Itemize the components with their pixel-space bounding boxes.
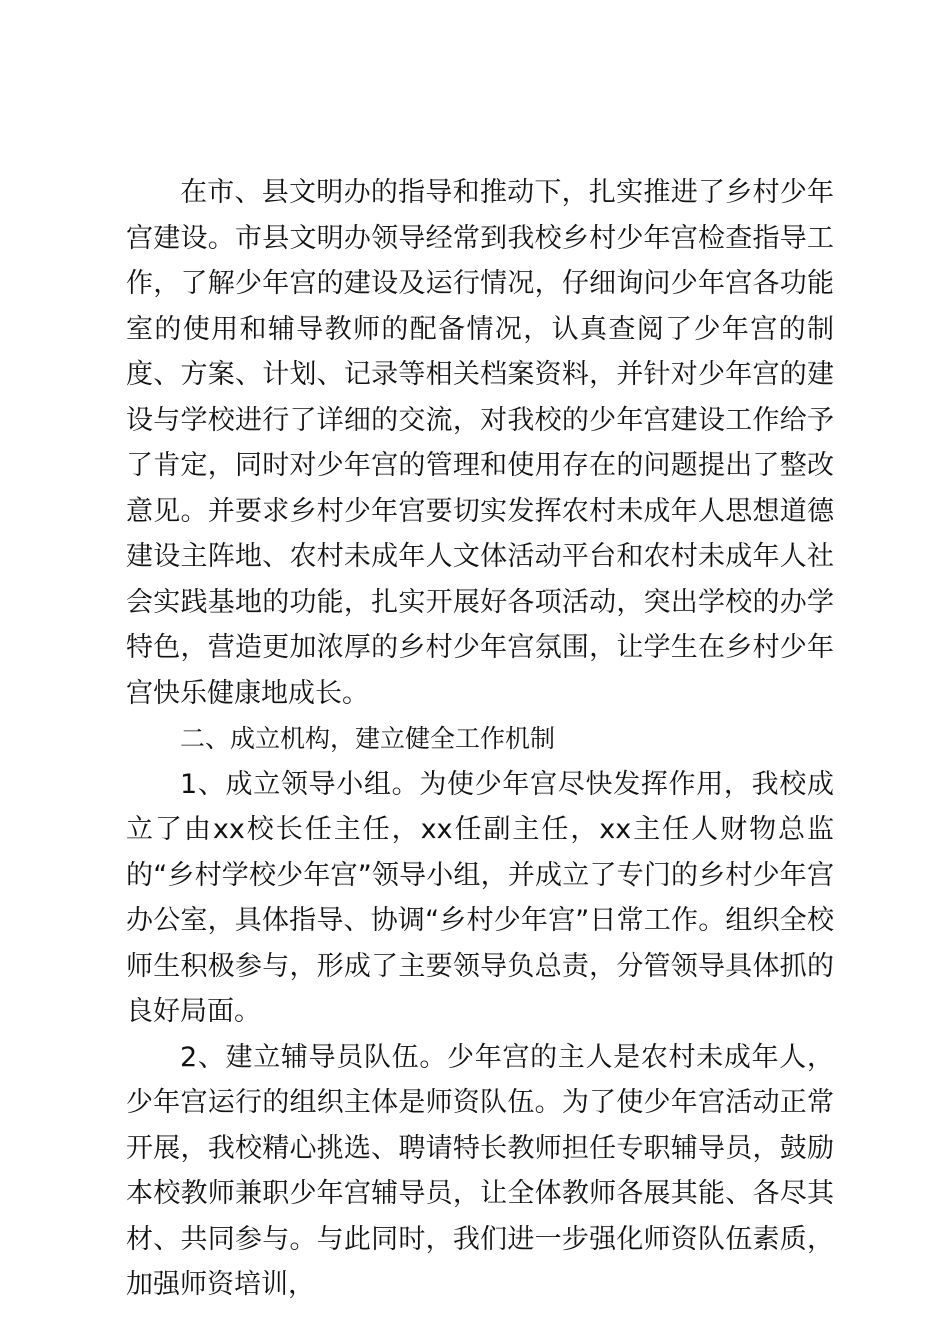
paragraph-intro: 在市、县文明办的指导和推动下，扎实推进了乡村少年宫建设。市县文明办领导经常到我校乡村少年宫检查指导工作，了解少年宫的建设及运行情况，仔细询问少年宫各功能室的使用和辅导教师的配备情况，认真查阅了少年宫的制度、方案、计划、记录等相关档案资料，并针对少年宫的建设与学校进行了详细的交流，对我校的少年宫建设工作给予了肯定，同时对少年宫的管理和使用存在的问题提出了整改意见。并要求乡村少年宫要切实发挥农村未成年人思想道德建设主阵地、农村未成年人文体活动平台和农村未成年人社会实践基地的功能，扎实开展好各项活动，突出学校的办学特色，营造更加浓厚的乡村少年宫氛围，让学生在乡村少年宫快乐健康地成长。 bbox=[126, 177, 834, 709]
section-heading-2: 二、成立机构，建立健全工作机制 bbox=[180, 724, 556, 753]
document-body bbox=[126, 170, 834, 1308]
paragraph-leadership-group: 1、成立领导小组。为使少年宫尽快发挥作用，我校成立了由xx校长任主任，xx任副主任，xx主任人财物总监的“乡村学校少年宫”领导小组，并成立了专门的乡村少年宫办公室，具体指导、协调“乡村少年宫”日常工作。组织全校师生积极参与，形成了主要领导负总责，分管领导具体抓的良好局面。 bbox=[126, 768, 834, 1027]
paragraph-counselor-team: 2、建立辅导员队伍。少年宫的主人是农村未成年人，少年宫运行的组织主体是师资队伍。为了使少年宫活动正常开展，我校精心挑选、聘请特长教师担任专职辅导员，鼓励本校教师兼职少年宫辅导员，让全体教师各展其能、各尽其材、共同参与。与此同时，我们进一步强化师资队伍素质，加强师资培训， bbox=[126, 1041, 834, 1300]
